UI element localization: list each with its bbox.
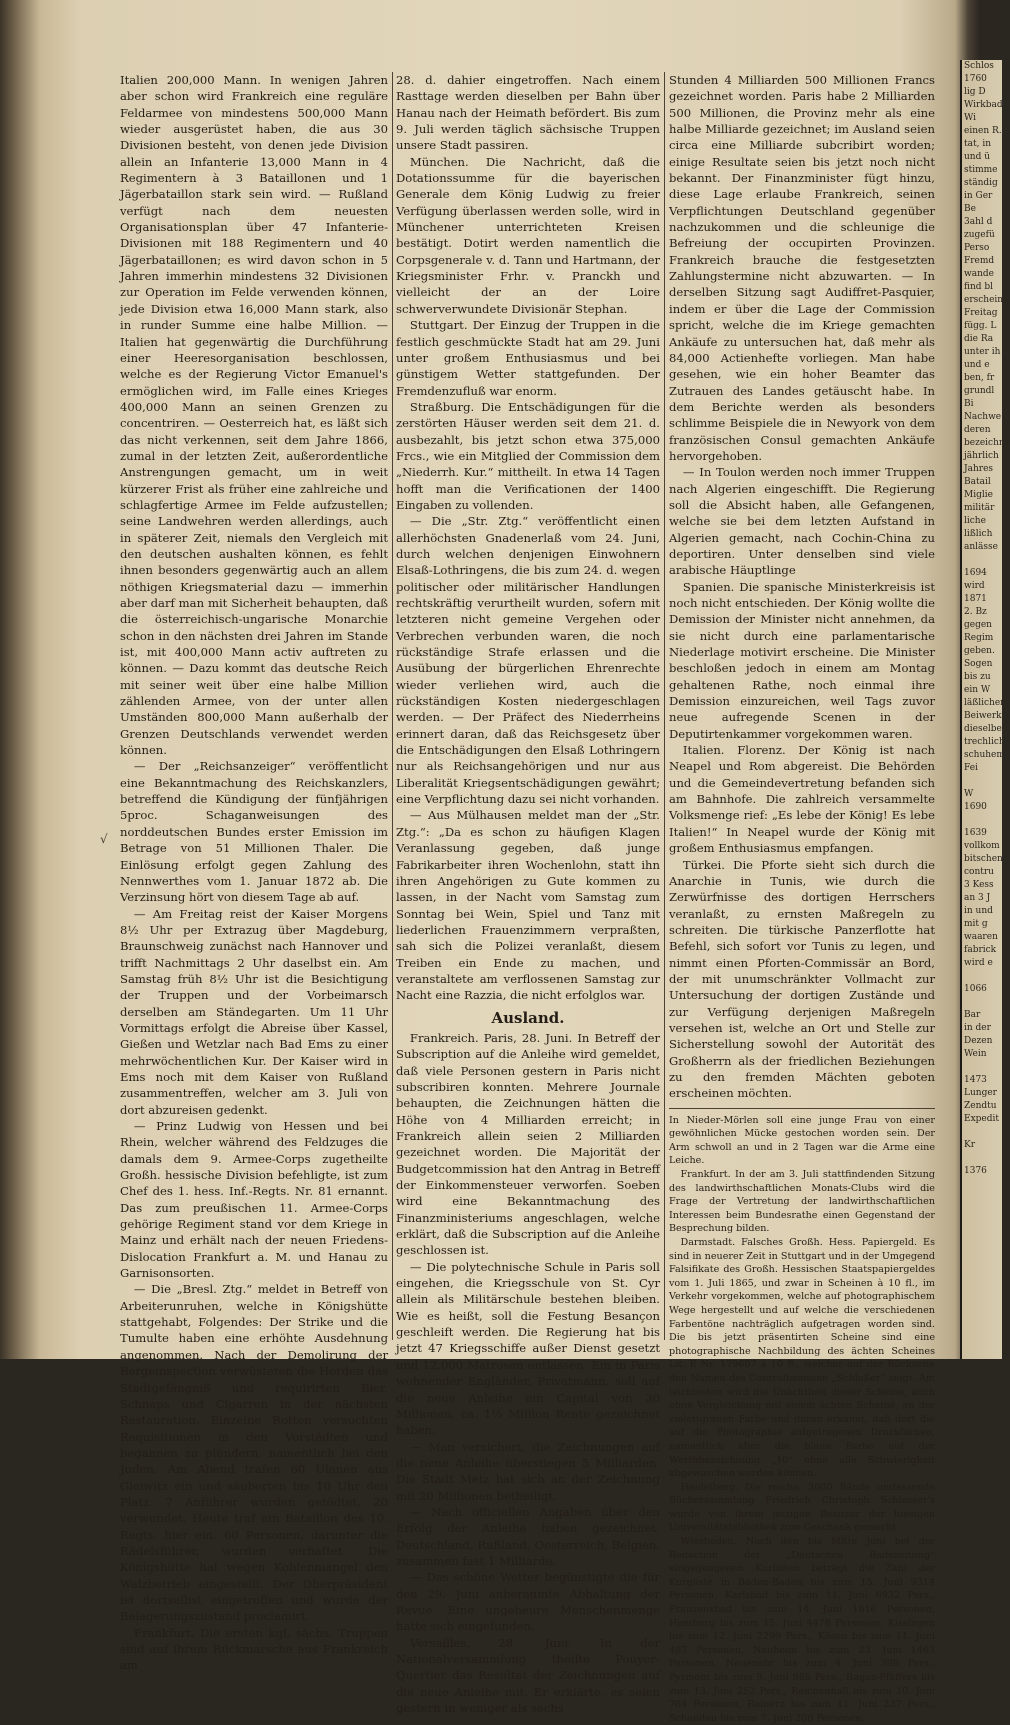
strip-line: bezeichne bbox=[964, 438, 1010, 448]
local-frankfurt: Frankfurt. In der am 3. Juli stattfindenden Sitzung des landwirthschaftlichen Monats-Clubs wird die Frage der Vertretung der landwirthschaftlichen Interessen beim Bundesrathe einen Gegenstand der Besprechung bilden. bbox=[669, 1169, 935, 1235]
strip-line: wande bbox=[964, 269, 994, 279]
column-divider bbox=[664, 72, 665, 1340]
column-divider bbox=[392, 72, 393, 1340]
strip-line: Regim bbox=[964, 633, 994, 643]
strip-line: Wi bbox=[964, 113, 976, 123]
article-revue: — Das schöne Wetter begünstigte die für den 29. Juni anberaumte Abhaltung der Revue. Eine ungeheure Menschenmenge hatte sich eingefunden. bbox=[396, 1570, 660, 1634]
strip-line: lißlich bbox=[964, 529, 993, 539]
article-versailles-cont: Stunden 4 Milliarden 500 Millionen Francs gezeichnet worden. Paris habe 2 Milliarden 500 Millionen, die Provinz mehr als eine halbe Milliarde gezeichnet; im Ausland seien circa eine Milliarde subcribirt worden; einige Resultate seien bis jetzt noch nicht bekannt. Der Finanzminister fügt hinzu, diese Lage erlaube Frankreich, seinen Verpflichtungen Deutschland gegenüber nachzukommen und die schleunige die Befreiung der occupirten Provinzen. Frankreich brauche die festgesetzten Zahlungstermine nicht abzuwarten. — In derselben Sitzung sagt Audiffret-Pasquier, indem er über die Lage der Commission spricht, welche die im Kriege gemachten Ankäufe zu untersuchen hat, daß mehr als 84,000 Actienhefte vorliegen. Man habe gesehen, wie ein hoher Beamter das Zutrauen des Landes getäuscht habe. In dem Berichte werden als besonders schlimme Beispiele die in Newyork von dem französischen Consul gemachten Ankäufe hervorgehoben. bbox=[669, 73, 935, 463]
article-versailles: Versailles, 28. Juni. In der Nationalversammlung theilte Pouyer-Quertier das Resultat der Zeichnungen auf die neue Anleihe mit. Er erklärte, es seien gestern in weniger als sechs bbox=[396, 1635, 660, 1716]
article-frankfurt-troops: Frankfurt. Die ersten kgl. sächs. Truppen sind auf ihrem Rückmarsche aus Frankreich am bbox=[120, 1625, 388, 1673]
article-italien: Italien. Florenz. Der König ist nach Neapel und Rom abgereist. Die Behörden und die Gemeindevertretung befanden sich am Bahnhofe. Die zahlreich versammelte Volksmenge rief: „Es lebe der König! Es lebe Italien!“ In Neapel wurde der König mit großem Enthusiasmus empfangen. bbox=[669, 743, 935, 856]
strip-line: Be bbox=[964, 204, 976, 214]
strip-line: die Ra bbox=[964, 334, 994, 344]
section-divider bbox=[669, 1108, 935, 1109]
strip-line bbox=[962, 1152, 1002, 1165]
strip-line: in Ger bbox=[964, 191, 993, 201]
strip-line: Schlos bbox=[964, 61, 994, 71]
strip-line: schuhem bbox=[964, 750, 1005, 760]
article-muenchen: München. Die Nachricht, daß die Dotationssumme für die bayerischen Generale dem König Ludwig zu freier Verfügung überlassen werden solle, wird in Münchener unterrichteten Kreisen bestätigt. Dotirt werden namentlich die Corpsgenerale v. d. Tann und Hartmann, der Kriegsminister Frhr. v. Pranckh und vielleicht der an der Loire schwerverwundete Divisionär Stephan. bbox=[396, 154, 660, 316]
strip-line: und ü bbox=[964, 152, 991, 162]
strip-line: 1066 bbox=[964, 984, 987, 994]
strip-line: Nachwe bbox=[964, 412, 1002, 422]
article-frankfurt-cont: 28. d. dahier eingetroffen. Nach einem Rasttage werden dieselben per Bahn über Hanau nach der Heimath befördert. Bis zum 9. Juli werden täglich sächsische Truppen unsere Stadt passiren. bbox=[396, 73, 660, 153]
article-kaiser-travel: — Am Freitag reist der Kaiser Morgens 8½ Uhr per Extrazug über Magdeburg, Braunschweig zunächst nach Hannover und trifft Nachmittags 2 Uhr daselbst ein. Am Samstag früh 8½ Uhr ist die Besichtigung der Truppen und der Vorbeimarsch derselben am Ständegarten. Um 11 Uhr Vormittags erfolgt die Abreise über Kassel, Gießen und Wetzlar nach Bad Ems zu einer mehrwöchentlichen Kur. Der Kaiser wird in Ems noch mit dem Kaiser von Rußland zusammentreffen, welcher am 3. Juli von dort abzureisen gedenkt. bbox=[120, 906, 388, 1117]
strip-line bbox=[962, 775, 1002, 788]
strip-line: 1694 bbox=[964, 568, 987, 578]
strip-line: 2. Bz bbox=[964, 607, 987, 617]
strip-line: W bbox=[964, 789, 974, 799]
strip-line: jährlich bbox=[964, 451, 999, 461]
article-military-strength: Italien 200,000 Mann. In wenigen Jahren aber schon wird Frankreich eine reguläre Feldarmee von mindestens 500,000 Mann wieder ausgerüstet haben, die aus 30 Divisionen besteht, von denen jede Division allein an Infanterie 13,000 Mann in 4 Regimentern à 3 Bataillonen und 1 Jägerbataillon stark sein wird. — Rußland verfügt nach dem neuesten Organisationsplan über 47 Infanterie-Divisionen mit 188 Regimentern und 40 Jägerbataillonen; es wird davon schon in 5 Jahren immerhin mindestens 32 Divisionen zur Operation im Felde verwenden können, jede Division etwa 16,000 Mann stark, also in runder Summe eine halbe Million. — Italien hat gegenwärtig die Durchführung einer Heeresorganisation beschlossen, welche es der Regierung Victor Emanuel's ermöglichen wird, im Falle eines Krieges 400,000 Mann an seinen Grenzen zu concentriren. — Oesterreich hat, es läßt sich das nicht verkennen, seit dem Jahre 1866, zumal in der letzten Zeit, außerordentliche Anstrengungen gemacht, um in weit kürzerer Frist als früher eine zahlreiche und schlagfertige Armee im Felde aufzustellen; seine Landwehren werden allerdings, auch in späterer Zeit, niemals den Vergleich mit den deutschen aushalten können, es fehlt ihnen besonders gegenwärtig auch an allem nöthigen Kriegsmaterial dazu — immerhin aber darf man mit Sicherheit behaupten, daß die österreichisch-ungarische Monarchie schon in den nächsten drei Jahren im Stande ist, mit 400,000 Mann activ auftreten zu können. — Dazu kommt das deutsche Reich mit seiner weit über eine halbe Million zählenden Armee, von der unter allen Umständen 800,000 Mann außerhalb der Grenzen Deutschlands verwendet werden können. bbox=[120, 73, 388, 758]
strip-line: anlässe bbox=[964, 542, 998, 552]
strip-line: Lunger bbox=[964, 1088, 997, 1098]
strip-line: Fei bbox=[964, 763, 978, 773]
strip-line: und e bbox=[964, 360, 990, 370]
strip-line: ein W bbox=[964, 685, 991, 695]
strip-line: Jahres bbox=[964, 464, 994, 474]
strip-line: Beiwerk bbox=[964, 711, 1002, 721]
article-frankreich-paris: Frankreich. Paris, 28. Juni. In Betreff der Subscription auf die Anleihe wird gemeldet, daß viele Personen gestern in Paris nicht subscribiren konnten. Mehrere Journale behaupten, die Zeichnungen hätten die Höhe von 4 Milliarden erreicht; in Frankreich allein seien 2 Milliarden gezeichnet worden. Die Majorität der Budgetcommission hat den Antrag in Betreff der Einkommensteuer verworfen. Soeben wird eine Bekanntmachung des Finanzministeriums angeschlagen, welche erklärt, daß die Subscription auf die Anleihe geschlossen ist. bbox=[396, 1030, 660, 1258]
strip-line: geben. bbox=[964, 646, 995, 656]
strip-line: tat, in bbox=[964, 139, 991, 149]
strip-line bbox=[962, 970, 1002, 983]
local-nieder-moerlen: In Nieder-Mörlen soll eine junge Frau von einer gewöhnlichen Mücke gestochen worden sein. Der Arm schwoll an und in 2 Tagen war die Arme eine Leiche. bbox=[669, 1114, 935, 1167]
strip-line bbox=[962, 814, 1002, 827]
strip-line: in der bbox=[964, 1023, 991, 1033]
article-gnadenerlass: — Die „Str. Ztg.“ veröffentlicht einen allerhöchsten Gnadenerlaß vom 24. Juni, durch welchen denjenigen Einwohnern Elsaß-Lothringens, die bis zum 24. d. wegen politischer oder militärischer Handlungen rechtskräftig verurtheilt wurden, sofern mit letzteren nicht gemeine Vergehen oder Verbrechen verbunden waren, die noch rückständige Strafe erlassen und die Ausübung der bürgerlichen Ehrenrechte wieder verliehen wird, auch die rückständigen Kosten niedergeschlagen werden. — Der Präfect des Niederrheins erinnert daran, daß das Reichsgesetz über die Entschädigungen den Elsaß Lothringern nur als Reichsangehörigen und nur aus Liberalität Kriegsentschädigungen gewährt; eine Verpflichtung dazu sei nicht vorhanden. bbox=[396, 514, 660, 807]
article-reichsanzeiger: — Der „Reichsanzeiger“ veröffentlicht eine Bekanntmachung des Reichskanzlers, betreffend die Kündigung der fünfjährigen 5proc. Schaganweisungen des norddeutschen Bundes erster Emission im Betrage von 51 Millionen Thaler. Die Einlösung erfolgt gegen Zahlung des Nennwerthes vom 1. Januar 1872 ab. Die Verzinsung hört von diesem Tage ab auf. bbox=[120, 759, 388, 905]
strip-line: lig D bbox=[964, 87, 986, 97]
strip-line: 3ahl d bbox=[964, 217, 993, 227]
strip-line: Bi bbox=[964, 399, 974, 409]
strip-line: bitschen bbox=[964, 854, 1003, 864]
strip-line: grundl bbox=[964, 386, 995, 396]
article-polytechnic: — Die polytechnische Schule in Paris soll eingehen, die Kriegsschule von St. Cyr allein als Militärschule bestehen bleiben. Wie es heißt, soll die Festung Besançon geschleift werden. Die Regierung hat bis jetzt 47 Kriegsschiffe außer Dienst gesetzt und 12,000 Matrosen entlassen. Ein in Paris wohnender Engländer, Privatmann, soll auf die neue Anleihe ein Capital von 30 Millionen, ca. 1½ Million Rente gezeichnet haben. bbox=[396, 1259, 660, 1438]
strip-line: Freitag bbox=[964, 308, 998, 318]
strip-line: Zendtu bbox=[964, 1101, 997, 1111]
adjacent-page-strip bbox=[960, 60, 1010, 1359]
strip-line: Expedit bbox=[964, 1114, 999, 1124]
strip-line: waaren bbox=[964, 932, 998, 942]
strip-line: gegen bbox=[964, 620, 992, 630]
strip-line: fabrick bbox=[964, 945, 997, 955]
article-toulon: — In Toulon werden noch immer Truppen nach Algerien eingeschifft. Die Regierung soll die Absicht haben, alle Gefangenen, welche sie bei dem letzten Aufstand in Algerien gemacht, nach Cochin-China zu deportiren. Unter denselben sind viele arabische Häuptlinge bbox=[669, 465, 935, 578]
strip-line: Fremd bbox=[964, 256, 995, 266]
strip-line: trechlich bbox=[964, 737, 1005, 747]
margin-check-mark: √ bbox=[100, 832, 108, 846]
strip-line: dieselbe bbox=[964, 724, 1002, 734]
strip-line: find bl bbox=[964, 282, 994, 292]
strip-line: 1376 bbox=[964, 1166, 987, 1176]
strip-line: contru bbox=[964, 867, 994, 877]
strip-line: Miglie bbox=[964, 490, 993, 500]
article-tuerkei: Türkei. Die Pforte sieht sich durch die Anarchie in Tunis, wie durch die Zerwürfnisse des dortigen Herrschers veranlaßt, zu ernsten Maßregeln zu schreiten. Die türkische Panzerflotte hat Befehl, sich sofort vor Tunis zu legen, und nimmt einen Pforten-Commissär an Bord, der mit unumschränkter Vollmacht zur Untersuchung der dortigen Zustände und zur Verfügung derjenigen Maßregeln versehen ist, welche an Ort und Stelle zur Sicherstellung sowohl der Autorität des Großherrn als der friedlichen Beziehungen zu den fremden Mächten geboten erscheinen möchten. bbox=[669, 857, 935, 1101]
article-official-figures: — Nach officiellen Angaben über den Erfolg der Anleihe haben gezeichnet: Deutschland, Rußland, Oesterreich, Belgien, zusammen fast 1 Milliarde. bbox=[396, 1504, 660, 1568]
strip-line: 3 Kess bbox=[964, 880, 994, 890]
strip-line: militär bbox=[964, 503, 995, 513]
strip-line: ständig bbox=[964, 178, 998, 188]
strip-line: bis zu bbox=[964, 672, 991, 682]
strip-line bbox=[962, 1061, 1002, 1074]
strip-line: 1871 bbox=[964, 594, 987, 604]
column-middle bbox=[396, 72, 660, 1716]
strip-line: Wein bbox=[964, 1049, 987, 1059]
strip-line: einen R. bbox=[964, 126, 1002, 136]
strip-line: vollkom bbox=[964, 841, 1000, 851]
strip-line: függ. L bbox=[964, 321, 997, 331]
strip-line: Kr bbox=[964, 1140, 976, 1150]
article-strassburg: Straßburg. Die Entschädigungen für die zerstörten Häuser werden seit dem 21. d. ausbezahlt, bis jetzt schon etwa 375,000 Frcs., wie ein Mitglied der Commission dem „Niederrh. Kur.“ mittheilt. In etwa 14 Tagen hofft man die Verificationen der 1400 Eingaben zu vollenden. bbox=[396, 399, 660, 512]
strip-line bbox=[962, 1126, 1002, 1139]
local-darmstadt: Darmstadt. Falsches Großh. Hess. Papiergeld. Es sind in neuerer Zeit in Stuttgart und in der Umgegend Falsifikate des Großh. Hessischen Staatspapiergeldes vom 1. Juli 1865, und zwar in Scheinen à 10 fl., im Verkehr vorgekommen, welche auf photographischem Wege hergestellt und auf welche die verschiedenen Farbentöne nachträglich aufgetragen worden sind. Die bis jetzt präsentirten Scheine sind eine photographische Nachbildung des ächten Scheines Lit. E Nr. 179607 à 10 fl., welcher auf der Rückseite den Namen des Controlbeamten „Schloßer“ zeigt. Am leichtesten wird die Unächtheit dieser Scheine, auch ohne Vergleichung mit einem ächten Scheine, an der violettgrauen Farbe und daran erkannt, daß dort die auf die Photographie aufgetragenen Druckfarben, namentlich aber die blaue Farbe auf der Werthbezeichnung „10“ ohne alle Schwierigkeit abgewaschen werden können. bbox=[669, 1237, 935, 1480]
strip-line: deren bbox=[964, 425, 991, 435]
strip-line: wird e bbox=[964, 958, 993, 968]
strip-line: Wirkbad bbox=[964, 100, 1003, 110]
strip-line: liche bbox=[964, 516, 986, 526]
strip-line: 1690 bbox=[964, 802, 987, 812]
strip-line: läßlichen bbox=[964, 698, 1006, 708]
column-left bbox=[120, 72, 388, 1673]
strip-line: Perso bbox=[964, 243, 990, 253]
strip-line: Dezen bbox=[964, 1036, 993, 1046]
local-wiesbaden: Wiesbaden. Nach den bis Mitte Juni bei der Redaction der „Deutschen Badezeitung“ eingegangenen Kurlisten beträgt die Zahl der Kurgäste in Baden-Baden bis zum 15. Juni 9314 Personen, Karlsbad bis zum 11. Juni 6932 Pers., Franzensbad bis zum 14. Juni 1616 Personen, Homburg bis zum 15. Juni 4478 Personen, Kissingen bis zum 12. Juni 2299 Pers., Kösen bis zum 11. Juni 487 Personen, Nauheim bis zum 23. Juni 1463 Personen, Neuenahr bis zum 4. Juni 399 Pers., Pyrmont bis zum 9. Juni 985 Pers., Ragaz-Pfäffers bis zum 13. Juni 252 Pers., Reichenhall bis zum 10. Juni 764 Personen, Reinerz bis zum 11. Juni 237 Pers., Schandau bis zum 7. Juni 200 Personen, bbox=[669, 1536, 935, 1724]
strip-line: 1639 bbox=[964, 828, 987, 838]
strip-line: zugefü bbox=[964, 230, 995, 240]
strip-line: ben, fr bbox=[964, 373, 995, 383]
article-anleihe-5mrd: — Man versichert, die Zeichnungen auf die neue Anleihe überstiegen 5 Milliarden. Die Stadt Metz hat sich an der Zeichnung mit 20 Millionen betheiligt. bbox=[396, 1439, 660, 1503]
strip-line: in und bbox=[964, 906, 993, 916]
strip-line: an 3 J bbox=[964, 893, 991, 903]
strip-line: 1760 bbox=[964, 74, 987, 84]
strip-line: 1473 bbox=[964, 1075, 987, 1085]
article-stuttgart: Stuttgart. Der Einzug der Truppen in die festlich geschmückte Stadt hat am 29. Juni unter großem Enthusiasmus und bei günstigem Wetter stattgefunden. Der Fremdenzufluß war enorm. bbox=[396, 318, 660, 398]
article-prinz-ludwig: — Prinz Ludwig von Hessen und bei Rhein, welcher während des Feldzuges die damals dem 9. Armee-Corps zugetheilte Großh. hessische Division befehligte, ist zum Chef des 1. hess. Inf.-Regts. Nr. 81 ernannt. Das zum preußischen 11. Armee-Corps gehörige Regiment stand vor dem Kriege in Mainz und erhält nach der neuen Friedens-Dislocation Frankfurt a. M. und Hanau zu Garnisonsorten. bbox=[120, 1119, 388, 1281]
strip-line: stimme bbox=[964, 165, 998, 175]
strip-line: Batail bbox=[964, 477, 991, 487]
article-koenigshuette: — Die „Bresl. Ztg.“ meldet in Betreff von Arbeiterunruhen, welche in Königshütte stattgehabt, Folgendes: Der Strike und die Tumulte haben eine erhöhte Ausdehnung angenommen. Nach der Demolirung der Bergeinspection verwüsteten die Horden das Stadtgefängniß und requirirten Bier, Schnaps und Cigarren in der nächsten Restauration. Einzelne Rotten versuchten Requisitionen in den Vorstädten und begannen zu plündern, namentlich bei den Juden. Am Abend trafen 60 Ulanen aus Gleiwitz ein und säuberten bis 10 Uhr den Platz. 7 Anführer wurden getödtet, 20 verwundet. Heute traf ein Bataillon des 10. Regts. hier ein. 60 Personen, darunter die Rädelsführer, wurden verhaftet. Die Königshütte hat wegen Kohlenmangel den Walzbetrieb eingestellt. Der Oberpräsident ist dortselbst eingetroffen und wurde der Belagerungszustand proclamirt. bbox=[120, 1282, 388, 1624]
column-right bbox=[669, 72, 935, 1724]
strip-line: wird bbox=[964, 581, 985, 591]
local-news-block bbox=[669, 1114, 935, 1725]
strip-line: mit g bbox=[964, 919, 988, 929]
local-heidelberg: Heidelberg. Die reiche, 3000 Bände umfassende Büchersammlung Friedrich Christoph Schlosser's wurde von ihrem jetzigen Besitzer der hiesigen Universitätsbibliothek zum Geschenk gemacht. bbox=[669, 1481, 935, 1534]
strip-line bbox=[962, 554, 1002, 567]
article-spanien: Spanien. Die spanische Ministerkreisis ist noch nicht entschieden. Der König wollte die Demission der Minister nicht annehmen, da sie nicht durch eine parlamentarische Niederlage motivirt erscheine. Die Minister beschloßen jedoch in einem am Montag gehaltenen Rathe, noch einmal ihre Demission einzureichen, weil Tags zuvor neue aufregende Scenen in der Deputirtenkammer vorgekommen waren. bbox=[669, 579, 935, 741]
strip-line: erscheint bbox=[964, 295, 1007, 305]
strip-line bbox=[962, 996, 1002, 1009]
section-heading-ausland: Ausland. bbox=[491, 1008, 565, 1027]
strip-line: Sogen bbox=[964, 659, 993, 669]
strip-line: unter ih bbox=[964, 347, 1001, 357]
strip-line: Bar bbox=[964, 1010, 981, 1020]
article-muelhausen: — Aus Mülhausen meldet man der „Str. Ztg.“: „Da es schon zu häufigen Klagen Veranlassung gegeben, daß junge Fabrikarbeiter ihren Wochenlohn, statt ihn ihren Angehörigen zu Gute kommen zu lassen, in der Nacht vom Samstag zum Sonntag bei Wein, Spiel und Tanz mit liederlichen Frauenzimmern verpraßten, sah sich die Polizei veranlaßt, diesem Treiben ein Ende zu machen, und veranstaltete am verflossenen Samstag zur Nacht eine Razzia, die nicht erfolglos war. bbox=[396, 808, 660, 1003]
